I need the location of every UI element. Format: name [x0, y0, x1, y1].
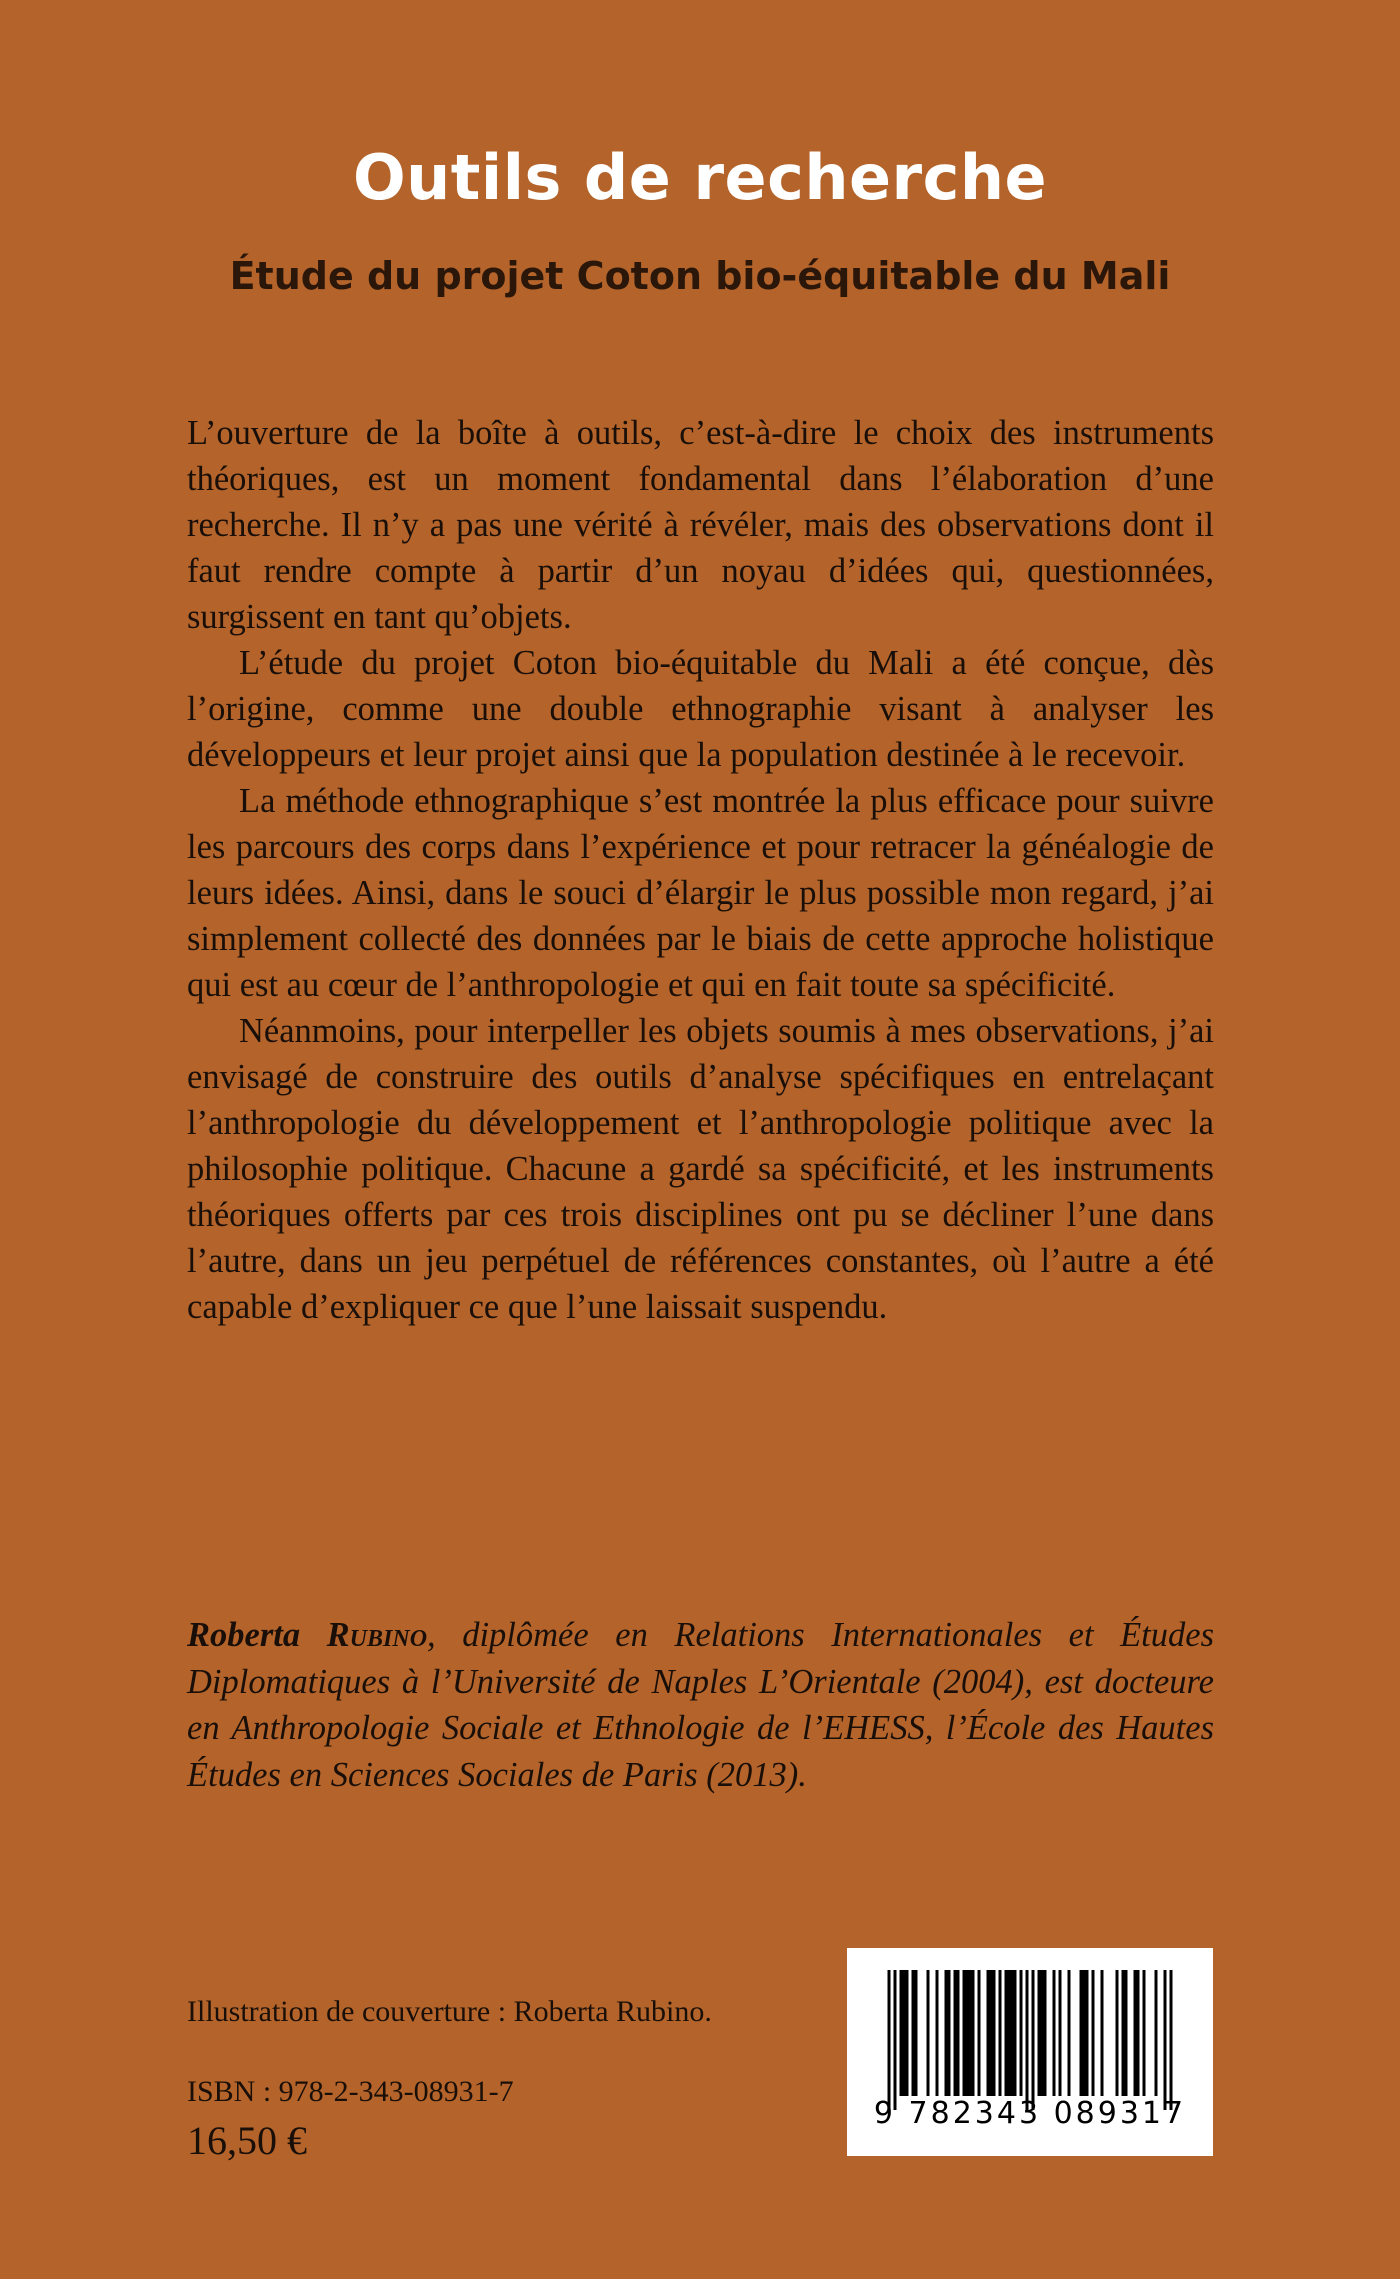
barcode-bar: [1170, 1970, 1173, 2110]
barcode-bar: [990, 1970, 993, 2096]
barcode-bar: [936, 1970, 939, 2096]
barcode-bar: [948, 1970, 951, 2096]
barcode-bar: [912, 1970, 915, 2096]
barcode-bar: [915, 1970, 918, 2096]
barcode-bar: [1083, 1970, 1086, 2096]
barcode-bar: [888, 1970, 891, 2110]
barcode-bar: [927, 1970, 930, 2096]
barcode-bar: [1137, 1970, 1140, 2096]
barcode-bar: [954, 1970, 957, 2096]
barcode-bar: [1086, 1970, 1089, 2096]
barcode-bar: [1143, 1970, 1146, 2096]
barcode-bar: [1092, 1970, 1095, 2096]
barcode-bar: [1032, 1970, 1035, 2110]
author-first-name: Roberta: [187, 1616, 301, 1654]
barcode-bar: [1014, 1970, 1017, 2096]
barcode: [847, 1948, 1213, 2156]
barcode-bar: [1020, 1970, 1023, 2096]
barcode-bar: [894, 1970, 897, 2110]
author-bio-text: , diplômée en Relations Internationales et Études Diplomatiques à l’Université de Naples L’Orientale (2004), est docteure en Anthropologie Sociale et Ethnologie de l’EHESS, l’École des Hautes Études en Sciences Sociales de Paris (2013).: [187, 1616, 1215, 1794]
price: 16,50 €: [187, 2118, 307, 2163]
barcode-bar: [1068, 1970, 1071, 2096]
barcode-bar: [1101, 1970, 1104, 2096]
barcode-bar: [1059, 1970, 1062, 2096]
book-subtitle: Étude du projet Coton bio-équitable du Mali: [229, 254, 1171, 298]
barcode-bar: [1116, 1970, 1119, 2096]
blurb-paragraph: Néanmoins, pour interpeller les objets soumis à mes observations, j’ai envisagé de construire des outils d’analyse spécifiques en entrelaçant l’anthropologie du développement et l’anthropologie politique avec la philosophie politique. Chacune a gardé sa spécificité, et les instruments théoriques offerts par ces trois disciplines ont pu se décliner l’une dans l’autre, dans un jeu perpétuel de références constantes, où l’autre a été capable d’expliquer ce que l’une laissait suspendu.: [187, 1012, 1214, 1326]
barcode-bar: [906, 1970, 909, 2096]
blurb-paragraph: La méthode ethnographique s’est montrée la plus efficace pour suivre les parcours des corps dans l’expérience et pour retracer la généalogie de leurs idées. Ainsi, dans le souci d’élargir le plus possible mon regard, j’ai simplement collecté des données par le biais de cette approche holistique qui est au cœur de l’anthropologie et qui en fait toute sa spécificité.: [187, 782, 1214, 1004]
barcode-bar: [978, 1970, 981, 2096]
barcode-bar: [966, 1970, 969, 2096]
isbn: ISBN : 978-2-343-08931-7: [187, 2075, 514, 2108]
author-bio: [187, 1612, 1214, 1798]
barcode-bar: [1026, 1970, 1029, 2110]
barcode-bar: [957, 1970, 960, 2096]
barcode-bar: [900, 1970, 903, 2096]
barcode-bar: [969, 1970, 972, 2096]
barcode-bar: [1044, 1970, 1047, 2096]
cover-illustration-credit: Illustration de couverture : Roberta Rubino.: [187, 1995, 712, 2028]
barcode-bar: [1011, 1970, 1014, 2096]
barcode-bar: [963, 1970, 966, 2096]
barcode-bar: [987, 1970, 990, 2096]
barcode-bar: [1038, 1970, 1041, 2096]
barcode-bar: [1122, 1970, 1125, 2096]
barcode-bar: [999, 1970, 1002, 2096]
barcode-bar: [1164, 1970, 1167, 2110]
barcode-bar: [1125, 1970, 1128, 2096]
barcode-bar: [1155, 1970, 1158, 2096]
blurb-paragraph: L’étude du projet Coton bio-équitable du Mali a été conçue, dès l’origine, comme une double ethnographie visant à analyser les développeurs et leur projet ainsi que la population destinée à le recevoir.: [187, 644, 1214, 774]
barcode-bar: [993, 1970, 996, 2096]
blurb: [187, 410, 1214, 1330]
book-title: Outils de recherche: [352, 141, 1048, 214]
barcode-bar: [945, 1970, 948, 2096]
barcode-digits: 9 782343 089317: [873, 2096, 1187, 2131]
barcode-bar: [1053, 1970, 1056, 2096]
barcode-bar: [1134, 1970, 1137, 2096]
barcode-bar: [1041, 1970, 1044, 2096]
blurb-paragraph: L’ouverture de la boîte à outils, c’est-à-dire le choix des instruments théoriques, est un moment fondamental dans l’élaboration d’une recherche. Il n’y a pas une vérité à révéler, mais des observations dont il faut rendre compte à partir d’un noyau d’idées qui, questionnées, surgissent en tant qu’objets.: [187, 414, 1214, 636]
barcode-bar: [972, 1970, 975, 2096]
barcode-bar: [1008, 1970, 1011, 2096]
author-last-name: Rubino: [326, 1616, 428, 1654]
barcode-bar: [1005, 1970, 1008, 2096]
barcode-bar: [1080, 1970, 1083, 2096]
barcode-bar: [903, 1970, 906, 2096]
